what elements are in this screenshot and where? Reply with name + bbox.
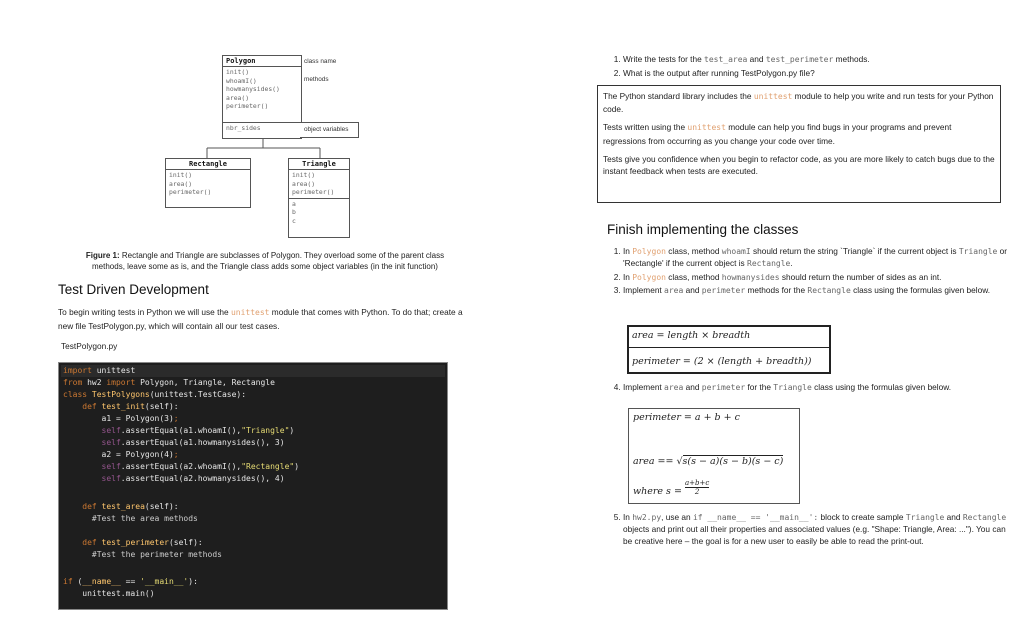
uml-method: area() [292, 179, 316, 188]
code-line: self.assertEqual(a2.howmanysides(), 4) [101, 474, 285, 483]
figure-caption-text: Rectangle and Triangle are subclasses of Polygon. They overload some of the parent class methods, leave some as is, and the Triangle class adds some object variables (in the init function) [92, 251, 445, 271]
figure-caption [70, 250, 460, 272]
uml-triangle-title: Triangle [289, 159, 349, 170]
code-line: import unittest [63, 366, 136, 375]
uml-triangle-class [288, 158, 350, 238]
tri-perimeter-formula: perimeter = a + b + c [633, 412, 740, 423]
question-item: 2. What is the output after running TestPolygon.py file? [623, 68, 1023, 80]
triangle-formula-box [628, 408, 800, 504]
info-paragraph: The Python standard library includes the unittest module to help you write and run tests for your Python code. [603, 91, 994, 115]
tri-area-formula: area == √s(s − a)(s − b)(s − c) [633, 456, 784, 467]
rect-perimeter-formula: perimeter = (2 × (length + breadth)) [632, 356, 812, 367]
uml-method: perimeter() [292, 188, 335, 197]
code-line: def test_area(self): [82, 502, 179, 511]
code-block [58, 362, 448, 610]
uml-variable: nbr_sides [226, 124, 261, 132]
finish-item: 4. Implement area and perimeter for the Triangle class using the formulas given below. [623, 382, 1015, 394]
code-line: self.assertEqual(a2.whoamI(),"Rectangle") [101, 462, 300, 471]
questions-list [607, 54, 1023, 82]
info-paragraph: Tests written using the unittest module can help you find bugs in your programs and prevent regressions from occurring as you change your code over time. [603, 122, 952, 146]
code-line: a1 = Polygon(3); [63, 414, 179, 423]
code-line: if (__name__ == '__main__'): [63, 577, 198, 586]
finish-list-cont2 [607, 512, 1015, 549]
code-line: a2 = Polygon(4); [63, 450, 179, 459]
uml-method: area() [226, 93, 250, 102]
finish-heading: Finish implementing the classes [607, 222, 799, 237]
uml-method: init() [226, 68, 250, 76]
code-line: self.assertEqual(a1.howmanysides(), 3) [101, 438, 285, 447]
uml-note-object-vars: object variables [304, 126, 349, 133]
code-line: #Test the area methods [91, 514, 198, 523]
code-line: def test_perimeter(self): [82, 538, 203, 547]
finish-list [607, 246, 1015, 299]
code-line: unittest.main() [63, 589, 155, 598]
uml-method: howmanysides() [226, 85, 280, 94]
uml-variable: a [292, 199, 296, 208]
question-item: 1. Write the tests for the test_area and test_perimeter methods. [623, 54, 1023, 66]
rectangle-formula-box [627, 325, 831, 374]
inline-code: unittest [230, 308, 270, 317]
uml-note-methods: methods [304, 76, 329, 83]
uml-method: init() [292, 171, 316, 179]
uml-method: whoamI() [226, 76, 257, 85]
code-line: #Test the perimeter methods [91, 550, 222, 559]
figure-caption-label: Figure 1: [85, 251, 120, 260]
finish-item: 5. In hw2.py, use an if __name__ == '__main__': block to create sample Triangle and Rectangle objects and print out all their properties and associated values (e.g. "Shape: Triangle, Area: ..."). You can be creative here – the goal is for a new user to easily be able to read the print-out. [623, 512, 1015, 547]
tdd-heading: Test Driven Development [58, 282, 209, 297]
uml-method: init() [169, 171, 193, 179]
code-line: def test_init(self): [82, 402, 179, 411]
finish-item: 3. Implement area and perimeter methods for the Rectangle class using the formulas given below. [623, 285, 1015, 297]
uml-method: perimeter() [169, 188, 212, 197]
tri-s-formula: where s = $\frac{a+b+c}{2}$ [633, 479, 710, 497]
tdd-filename: TestPolygon.py [61, 341, 118, 351]
finish-item: 1. In Polygon class, method whoamI should return the string `Triangle` if the current object is Triangle or 'Rectangle' if the current object is Rectangle. [623, 246, 1015, 270]
uml-method: perimeter() [226, 102, 269, 111]
uml-polygon-class [222, 55, 302, 139]
uml-polygon-title: Polygon [223, 56, 301, 67]
finish-item: 2. In Polygon class, method howmanysides should return the number of sides as an int. [623, 272, 1015, 284]
uml-method: area() [169, 179, 193, 188]
uml-rectangle-class [165, 158, 251, 208]
unittest-info-box [597, 85, 1001, 203]
info-paragraph: Tests give you confidence when you begin to refactor code, as you are more likely to catch bugs due to the instant feedback when tests are executed. [603, 153, 995, 177]
code-line: self.assertEqual(a1.whoamI(),"Triangle") [101, 426, 295, 435]
finish-list-cont [607, 382, 1015, 396]
uml-variable: c [292, 216, 296, 225]
tdd-intro: To begin writing tests in Python we will use the unittest module that comes with Python. To do that; create a new file TestPolygon.py, which will contain all our test cases. [58, 307, 463, 331]
code-line: class TestPolygons(unittest.TestCase): [63, 390, 247, 399]
uml-note-class-name: class name [304, 58, 337, 65]
rect-area-formula: area = length × breadth [632, 330, 751, 341]
uml-rectangle-title: Rectangle [166, 159, 250, 170]
uml-variable: b [292, 208, 296, 217]
code-line: from hw2 import Polygon, Triangle, Rectangle [63, 378, 275, 387]
